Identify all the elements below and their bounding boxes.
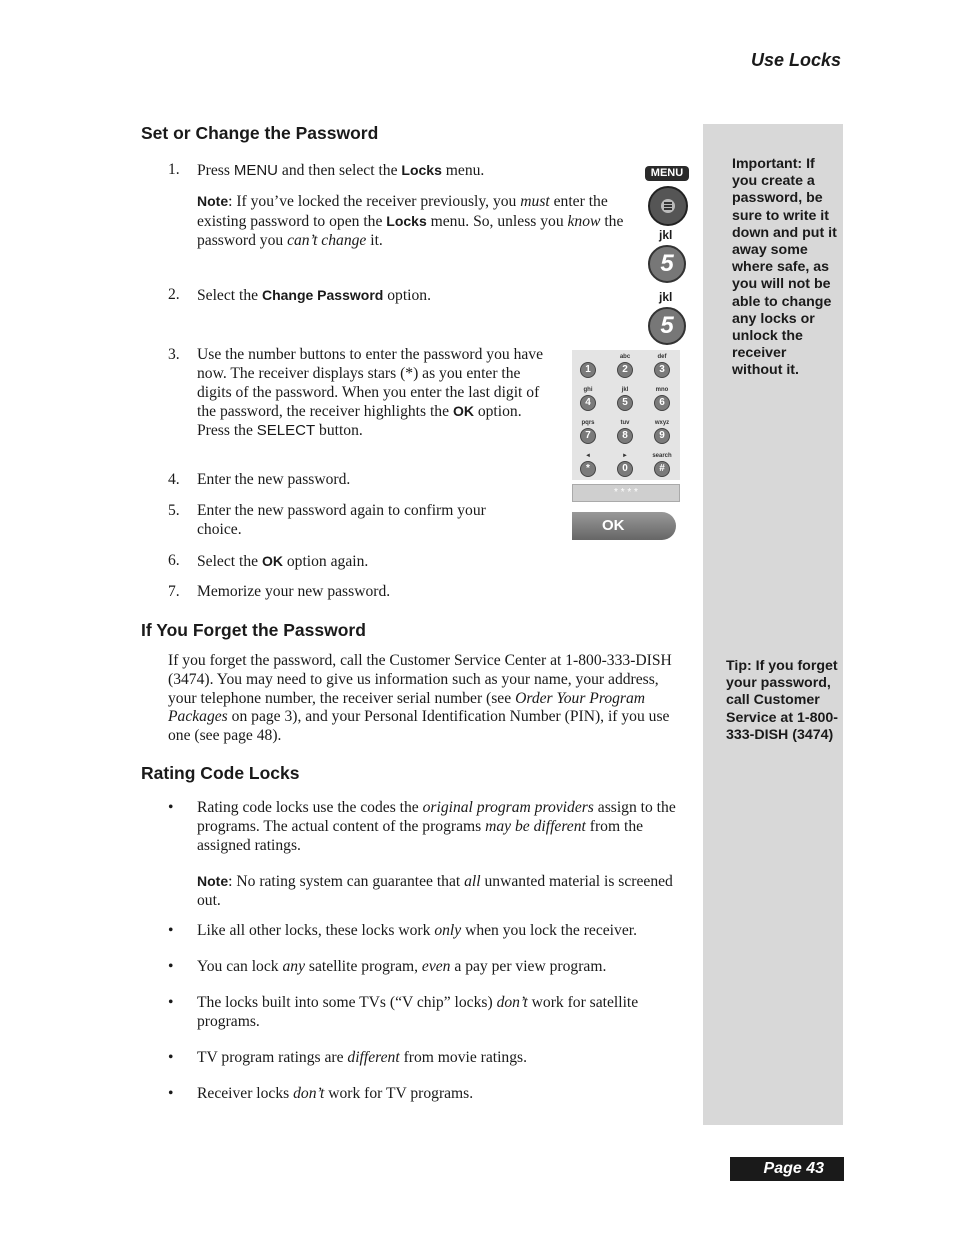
five-button: 5 [648, 245, 686, 283]
keypad-grid [572, 350, 680, 482]
section-heading-rating-locks: Rating Code Locks [141, 763, 300, 783]
menu-round-button [648, 186, 688, 226]
keypad-key-label: ghi [583, 387, 593, 393]
keypad-key-label: def [657, 354, 667, 360]
keypad-key-2: 2 [617, 362, 633, 378]
running-header: Use Locks [750, 50, 841, 70]
remote-buttons-illustration [644, 164, 692, 346]
keypad-key-label: pqrs [581, 420, 595, 426]
keypad-key-1: 1 [580, 362, 596, 378]
password-stars-field: * * * * [572, 484, 680, 502]
step-text: Press MENU and then select the Locks menu. [197, 162, 485, 179]
note-rating-system: Note: No rating system can guarantee that all unwanted material is screened out. [197, 873, 673, 909]
keypad-key-9: 9 [654, 428, 670, 444]
step-number: 1. [168, 161, 180, 178]
jkl-label: jkl [659, 290, 673, 304]
keypad-key-label: abc [619, 354, 631, 360]
keypad-key-8: 8 [617, 428, 633, 444]
keypad-key-label: tuv [620, 420, 630, 426]
tip-note: Tip: If you forget your password, call Customer Service at 1-800-333-DISH (3474) [726, 658, 838, 743]
keypad-key-label: ► [622, 453, 628, 459]
keypad-key-0: 0 [617, 461, 633, 477]
keypad-key-label: ◄ [585, 453, 591, 459]
ok-button: OK [572, 512, 676, 540]
five-button: 5 [648, 307, 686, 345]
keypad-key-label: mno [655, 387, 669, 393]
jkl-label: jkl [659, 228, 673, 242]
keypad-key-3: 3 [654, 362, 670, 378]
keypad-key-label: wxyz [654, 420, 670, 426]
keypad-key-6: 6 [654, 395, 670, 411]
keypad-illustration [572, 350, 680, 542]
keypad-key-#: # [654, 461, 670, 477]
menu-button: MENU [645, 166, 689, 181]
keypad-key-4: 4 [580, 395, 596, 411]
note-existing-password: Note: If you’ve locked the receiver previously, you must enter the existing password to open the Locks menu. So, unless you know the password you can’t change it. [197, 193, 624, 249]
page-number: Page 43 [730, 1157, 844, 1181]
forget-password-paragraph: If you forget the password, call the Customer Service Center at 1-800-333-DISH (3474). You may need to give us information such as your name, your address, your telephone number, the receiver serial number (see Order Your Program Packages on page 3), and your Personal Identification Number (PIN), if you use one (see page 48). [168, 652, 672, 745]
keypad-key-7: 7 [580, 428, 596, 444]
keypad-key-*: * [580, 461, 596, 477]
important-note: Important: If you create a password, be sure to write it down and put it away some where safe, as you will not be able to change any locks or unlock the receiver without it. [732, 156, 837, 379]
section-heading-set-password: Set or Change the Password [141, 123, 379, 143]
keypad-key-label: jkl [621, 387, 629, 393]
keypad-key-label: search [652, 453, 672, 459]
keypad-key-5: 5 [617, 395, 633, 411]
section-heading-forget-password: If You Forget the Password [141, 620, 366, 640]
